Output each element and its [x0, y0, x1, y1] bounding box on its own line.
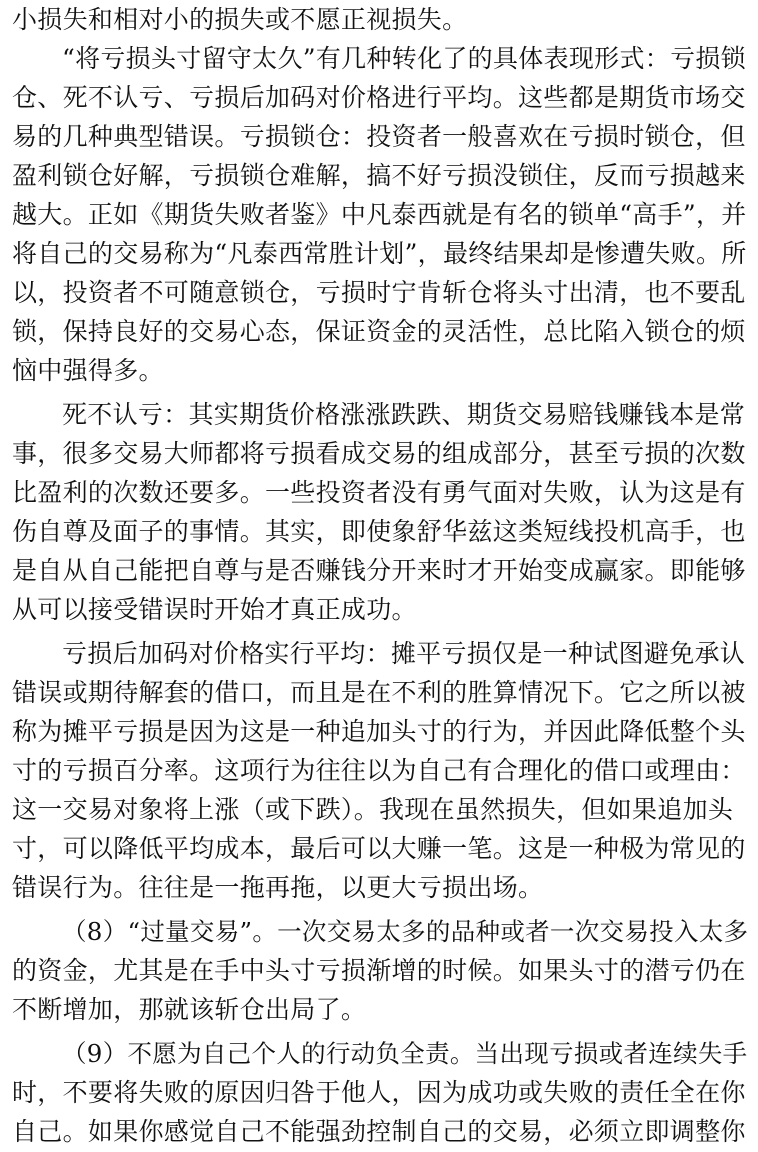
- text-line-14: 伤自尊及面子的事情。其实，即使象舒华兹这类短线投机高手，也: [12, 517, 746, 546]
- text-line-22: 寸，可以降低平均成本，最后可以大赚一笔。这是一种极为常见的: [12, 834, 746, 863]
- text-line-16: 从可以接受错误时开始才真正成功。: [12, 595, 417, 624]
- text-line-3: 仓、死不认亏、亏损后加码对价格进行平均。这些都是期货市场交: [12, 83, 746, 112]
- text-line-26: 不断增加，那就该斩仓出局了。: [12, 995, 367, 1024]
- text-line-27: （9）不愿为自己个人的行动负全责。当出现亏损或者连续失手: [62, 1039, 748, 1068]
- text-line-18: 错误或期待解套的借口，而且是在不利的胜算情况下。它之所以被: [12, 678, 746, 707]
- text-line-20: 寸的亏损百分率。这项行为往往以为自己有合理化的借口或理由：: [12, 756, 746, 785]
- text-line-15: 是自从自己能把自尊与是否赚钱分开来时才开始变成赢家。即能够: [12, 556, 746, 585]
- text-line-1: 小损失和相对小的损失或不愿正视损失。: [12, 5, 468, 34]
- text-line-8: 以，投资者不可随意锁仓，亏损时宁肯斩仓将头寸出清，也不要乱: [12, 278, 746, 307]
- text-line-13: 比盈利的次数还要多。一些投资者没有勇气面对失败，认为这是有: [12, 478, 746, 507]
- text-line-28: 时，不要将失败的原因归咎于他人，因为成功或失败的责任全在你: [12, 1078, 746, 1107]
- text-line-11: 死不认亏：其实期货价格涨涨跌跌、期货交易赔钱赚钱本是常: [62, 400, 746, 429]
- text-line-4: 易的几种典型错误。亏损锁仓：投资者一般喜欢在亏损时锁仓，但: [12, 122, 746, 151]
- text-line-24: （8）“过量交易”。一次交易太多的品种或者一次交易投入太多: [62, 917, 749, 946]
- text-line-2: “将亏损头寸留守太久”有几种转化了的具体表现形式：亏损锁: [62, 44, 746, 73]
- text-line-23: 错误行为。往往是一拖再拖，以更大亏损出场。: [12, 873, 544, 902]
- text-line-10: 恼中强得多。: [12, 356, 164, 385]
- text-line-25: 的资金，尤其是在手中头寸亏损渐增的时候。如果头寸的潜亏仍在: [12, 956, 746, 985]
- text-line-19: 称为摊平亏损是因为这是一种追加头寸的行为，并因此降低整个头: [12, 717, 746, 746]
- text-line-21: 这一交易对象将上涨（或下跌）。我现在虽然损失，但如果追加头: [12, 795, 734, 824]
- text-line-17: 亏损后加码对价格实行平均：摊平亏损仅是一种试图避免承认: [62, 639, 746, 668]
- text-line-12: 事，很多交易大师都将亏损看成交易的组成部分，甚至亏损的次数: [12, 439, 746, 468]
- document-page: [12, 0, 752, 1146]
- text-line-5: 盈利锁仓好解，亏损锁仓难解，搞不好亏损没锁住，反而亏损越来: [12, 161, 746, 190]
- text-line-7: 将自己的交易称为“凡泰西常胜计划”，最终结果却是惨遭失败。所: [12, 239, 747, 268]
- text-line-6: 越大。正如《期货失败者鉴》中凡泰西就是有名的锁单“高手”，并: [12, 200, 747, 229]
- text-line-29: 自己。如果你感觉自己不能强劲控制自己的交易，必须立即调整你: [12, 1117, 746, 1146]
- text-line-9: 锁，保持良好的交易心态，保证资金的灵活性，总比陷入锁仓的烦: [12, 317, 746, 346]
